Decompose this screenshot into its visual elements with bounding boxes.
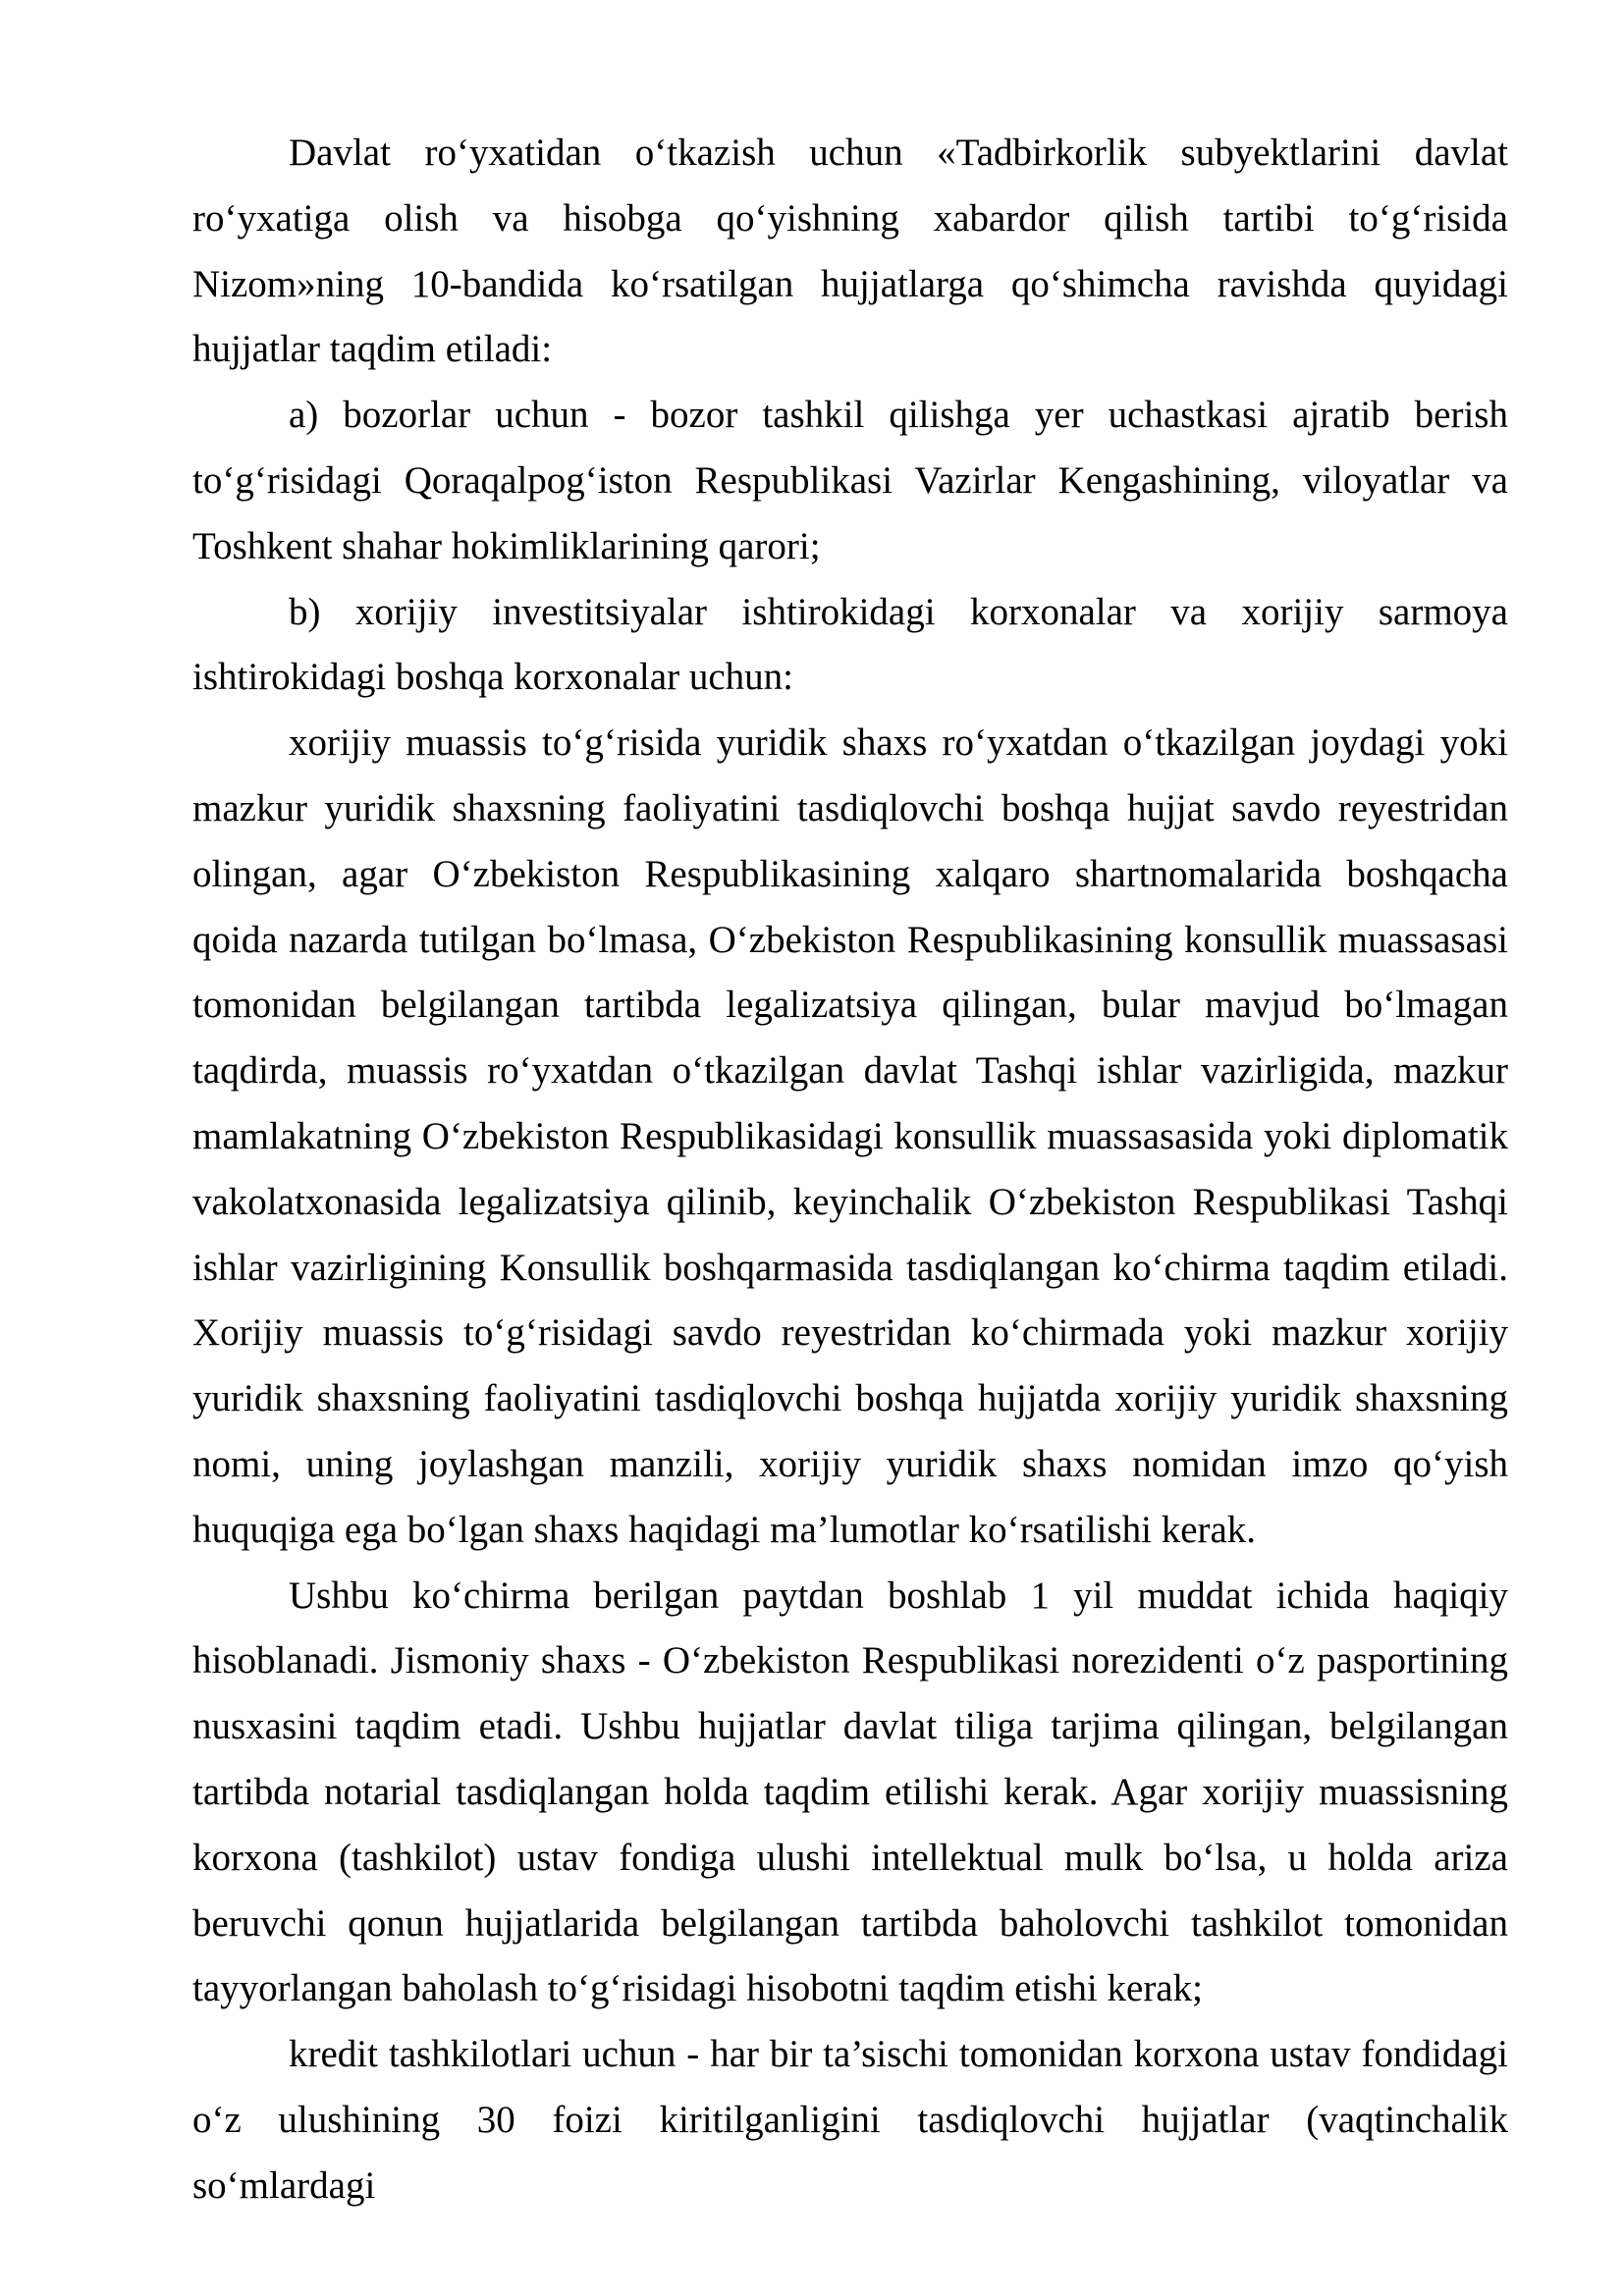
text-line: tayyorlangan baholash to‘g‘risidagi hisobotni taqdim etishi kerak; xyxy=(192,1967,1203,2010)
text-line: ro‘yxatiga olish va hisobga qo‘yishning xabardor qilish tartibi to‘g‘risida xyxy=(192,196,1508,240)
text-line: mazkur yuridik shaxsning faoliyatini tasdiqlovchi boshqa hujjat savdo reyestridan xyxy=(192,786,1508,829)
text-line: tartibda notarial tasdiqlangan holda taqdim etilishi kerak. Agar xorijiy muassisning xyxy=(192,1770,1508,1813)
text-line: nomi, uning joylashgan manzili, xorijiy yuridik shaxs nomidan imzo qo‘yish xyxy=(192,1442,1508,1485)
text-line: qoida nazarda tutilgan bo‘lmasa, O‘zbekiston Respublikasining konsullik muassasasi xyxy=(192,918,1508,961)
text-line: Toshkent shahar hokimliklarining qarori; xyxy=(192,524,821,567)
text-line: Davlat ro‘yxatidan o‘tkazish uchun «Tadbirkorlik subyektlarini davlat xyxy=(289,132,1508,174)
text-line: Xorijiy muassis to‘g‘risidagi savdo reyestridan ko‘chirmada yoki mazkur xorijiy xyxy=(192,1311,1508,1355)
text-line: mamlakatning O‘zbekiston Respublikasidagi konsullik muassasasida yoki diplomatik xyxy=(192,1114,1508,1157)
text-line: beruvchi qonun hujjatlarida belgilangan tartibda baholovchi tashkilot tomonidan xyxy=(192,1901,1508,1945)
paragraph xyxy=(192,383,1508,579)
text-line: a) bozorlar uchun - bozor tashkil qilishga yer uchastkasi ajratib berish xyxy=(289,394,1508,437)
paragraph xyxy=(192,121,1508,383)
text-line: tomonidan belgilangan tartibda legalizatsiya qilingan, bular mavjud bo‘lmagan xyxy=(192,984,1508,1027)
paragraph xyxy=(192,580,1508,712)
text-line: hisoblanadi. Jismoniy shaxs - O‘zbekiston Respublikasi norezidenti o‘z pasportining xyxy=(192,1639,1508,1682)
text-line: taqdirda, muassis ro‘yxatdan o‘tkazilgan davlat Tashqi ishlar vazirligida, mazkur xyxy=(192,1049,1508,1093)
text-line: hujjatlar taqdim etiladi: xyxy=(192,328,553,371)
text-line: korxona (tashkilot) ustav fondiga ulushi intellektual mulk bo‘lsa, u holda ariza xyxy=(192,1836,1508,1879)
text-line: kredit tashkilotlari uchun - har bir ta’sischi tomonidan korxona ustav fondidagi xyxy=(289,2033,1508,2076)
text-line: b) xorijiy investitsiyalar ishtirokidagi korxonalar va xorijiy sarmoya xyxy=(289,590,1508,633)
text-line: vakolatxonasida legalizatsiya qilinib, keyinchalik O‘zbekiston Respublikasi Tashqi xyxy=(192,1180,1508,1223)
text-line: to‘g‘risidagi Qoraqalpog‘iston Respublikasi Vazirlar Kengashining, viloyatlar va xyxy=(192,458,1508,502)
paragraph xyxy=(192,711,1508,1563)
text-line: ishlar vazirligining Konsullik boshqarmasida tasdiqlangan ko‘chirma taqdim etiladi. xyxy=(192,1246,1508,1289)
text-line: Nizom»ning 10-bandida ko‘rsatilgan hujjatlarga qo‘shimcha ravishda quyidagi xyxy=(192,262,1508,305)
text-line: o‘z ulushining 30 foizi kiritilganligini tasdiqlovchi hujjatlar (vaqtinchalik so‘mlardagi xyxy=(192,2098,1508,2207)
text-line: ishtirokidagi boshqa korxonalar uchun: xyxy=(192,656,793,699)
text-line: Ushbu ko‘chirma berilgan paytdan boshlab 1 yil muddat ichida haqiqiy xyxy=(289,1574,1508,1617)
text-line: xorijiy muassis to‘g‘risida yuridik shaxs ro‘yxatdan o‘tkazilgan joydagi yoki xyxy=(289,721,1508,765)
text-line: olingan, agar O‘zbekiston Respublikasining xalqaro shartnomalarida boshqacha xyxy=(192,852,1508,895)
paragraph xyxy=(192,2022,1508,2218)
text-line: nusxasini taqdim etadi. Ushbu hujjatlar davlat tiliga tarjima qilingan, belgilangan xyxy=(192,1705,1508,1748)
paragraph xyxy=(192,1564,1508,2023)
text-line: yuridik shaxsning faoliyatini tasdiqlovchi boshqa hujjatda xorijiy yuridik shaxsning xyxy=(192,1377,1508,1420)
text-line: huquqiga ega bo‘lgan shaxs haqidagi ma’lumotlar ko‘rsatilishi kerak. xyxy=(192,1508,1257,1551)
document-body xyxy=(192,121,1508,2219)
